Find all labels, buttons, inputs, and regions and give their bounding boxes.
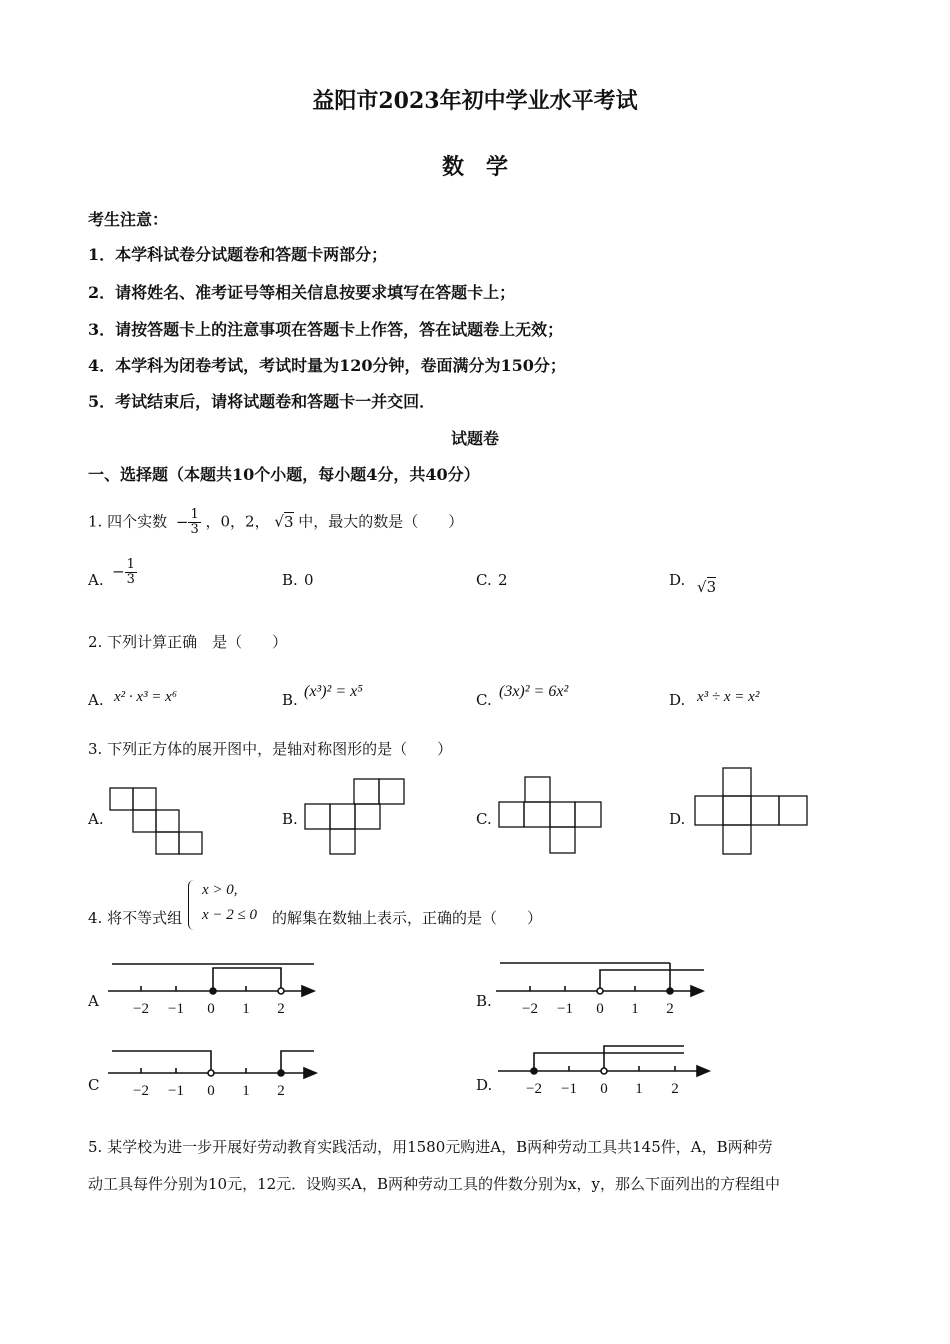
q1-stem-end: 中，最大的数是（ ） — [298, 512, 464, 531]
q1-option-b: 0 — [304, 571, 314, 589]
paper-label: 试题卷 — [450, 429, 499, 448]
q2-label-b: B. — [282, 691, 298, 709]
notice-item: 4．本学科为闭卷考试，考试时量为120分钟，卷面满分为150分； — [88, 356, 566, 375]
q1-mid: ，0，2， — [205, 512, 270, 531]
tick-label: −1 — [561, 1081, 577, 1097]
q4-label-a: A — [88, 992, 99, 1010]
q3-label-d: D. — [669, 810, 686, 828]
q2-option-d: x³ ÷ x = x² — [697, 689, 760, 705]
notice-heading: 考生注意： — [88, 210, 169, 229]
tick-label: 0 — [596, 1001, 604, 1017]
section-heading: 一、选择题（本题共10个小题，每小题4分，共40分） — [88, 465, 480, 484]
q1-label-d: D. — [669, 571, 686, 589]
subject-title: 数 学 — [441, 154, 508, 180]
inequality-2: x − 2 ≤ 0 — [202, 907, 258, 923]
number-line-b — [496, 963, 704, 996]
q2-option-b: (x³)² = x⁵ — [304, 683, 363, 700]
q2-label-a: A. — [88, 691, 104, 709]
question-4-stem-end: 的解集在数轴上表示，正确的是（ ） — [272, 909, 543, 927]
notice-item: 1．本学科试卷分试题卷和答题卡两部分； — [88, 245, 388, 264]
tick-label: 2 — [671, 1081, 679, 1097]
tick-label: −2 — [526, 1081, 542, 1097]
q1-option-a: − $\frac{1}{3}$ — [112, 557, 135, 587]
tick-label: 2 — [277, 1083, 285, 1099]
q4-label-b: B. — [476, 992, 492, 1010]
question-2-stem: 2. 下列计算正确 是（ ） — [88, 633, 288, 651]
q2-label-d: D. — [669, 691, 686, 709]
notice-item: 3．请按答题卡上的注意事项在答题卡上作答，答在试题卷上无效； — [88, 320, 564, 339]
question-3-stem: 3. 下列正方体的展开图中，是轴对称图形的是（ ） — [88, 740, 453, 758]
tick-label: 1 — [242, 1083, 250, 1099]
tick-label: 1 — [242, 1001, 250, 1017]
notice-item: 2．请将姓名、准考证号等相关信息按要求填写在答题卡上； — [88, 283, 516, 302]
question-4-stem-start: 4. 将不等式组 — [88, 909, 183, 927]
sqrt-symbol: √ — [274, 512, 284, 531]
tick-label: −2 — [522, 1001, 538, 1017]
q1-minus: − — [175, 512, 189, 531]
tick-label: 1 — [635, 1081, 643, 1097]
tick-label: −2 — [133, 1083, 149, 1099]
tick-label: −1 — [557, 1001, 573, 1017]
q1-fraction: $\frac{1}{3}$ — [190, 507, 199, 537]
tick-label: −2 — [133, 1001, 149, 1017]
notice-item: 5．考试结束后，请将试题卷和答题卡一并交回． — [88, 392, 436, 411]
q1-option-d: √3 — [697, 578, 717, 596]
tick-label: 0 — [207, 1083, 215, 1099]
q4-label-c: C — [88, 1076, 100, 1094]
q3-label-a: A. — [88, 810, 104, 828]
tick-label: 1 — [631, 1001, 639, 1017]
tick-label: −1 — [168, 1083, 184, 1099]
q4-label-d: D. — [476, 1076, 493, 1094]
tick-label: 0 — [207, 1001, 215, 1017]
number-line-c — [108, 1051, 316, 1078]
q2-option-c: (3x)² = 6x² — [499, 683, 569, 700]
q3-label-c: C. — [476, 810, 492, 828]
q1-option-c: 2 — [498, 571, 508, 589]
page-title: 益阳市2023年初中学业水平考试 — [312, 88, 638, 114]
sqrt-value: 3 — [283, 512, 294, 531]
q3-label-b: B. — [282, 810, 298, 828]
tick-label: −1 — [168, 1001, 184, 1017]
inequality-1: x > 0, — [202, 882, 238, 898]
number-line-d — [498, 1046, 709, 1076]
q1-label-a: A. — [88, 571, 104, 589]
q1-label-b: B. — [282, 571, 298, 589]
tick-label: 0 — [600, 1081, 608, 1097]
number-line-a — [108, 964, 314, 996]
question-5-line-2: 动工具每件分别为10元，12元．设购买A，B两种劳动工具的件数分别为x，y，那么下面列出的方程组中 — [88, 1175, 780, 1193]
tick-label: 2 — [666, 1001, 674, 1017]
q1-label-c: C. — [476, 571, 492, 589]
q1-stem-start: 1. 四个实数 — [88, 512, 168, 531]
q2-label-c: C. — [476, 691, 492, 709]
question-5-line-1: 5. 某学校为进一步开展好劳动教育实践活动，用1580元购进A，B两种劳动工具共145件，A，B两种劳 — [88, 1138, 773, 1156]
tick-label: 2 — [277, 1001, 285, 1017]
q2-option-a: x² · x³ = x⁶ — [114, 689, 178, 705]
